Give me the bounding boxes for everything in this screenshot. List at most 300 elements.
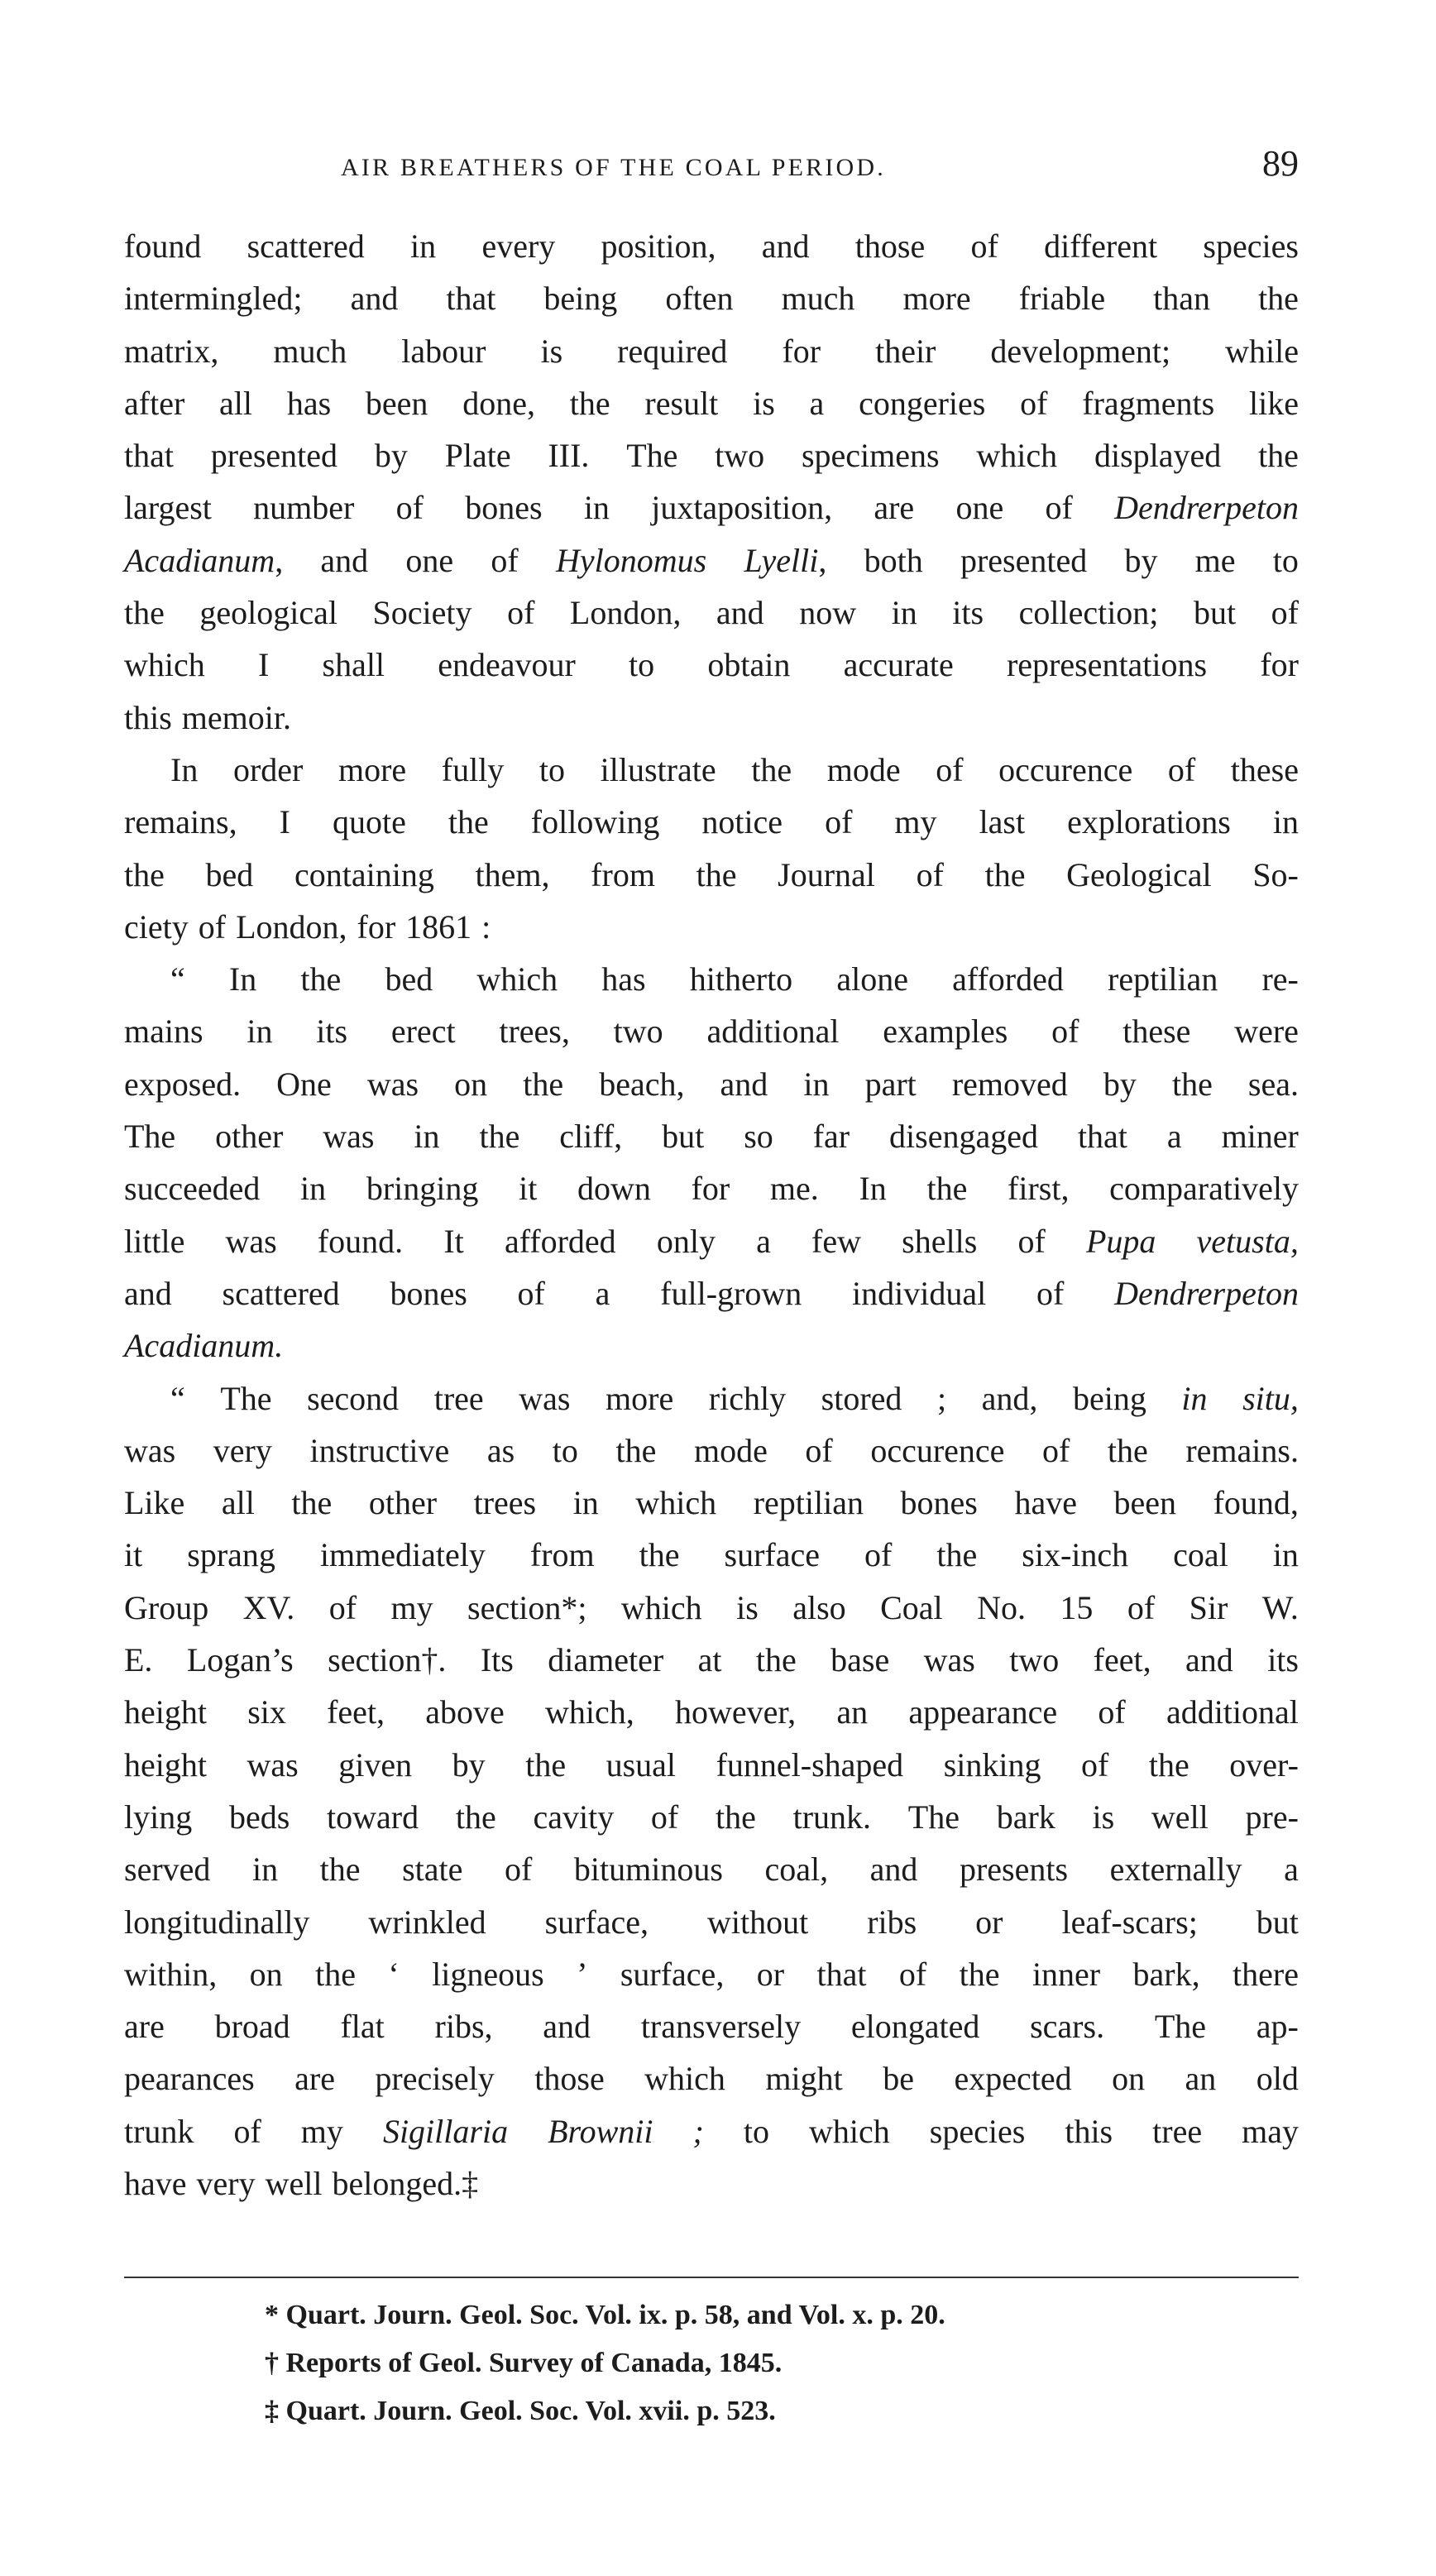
word: those: [534, 2060, 605, 2098]
word: of: [507, 594, 535, 632]
word: have: [1014, 1484, 1077, 1522]
word: these: [1230, 750, 1299, 788]
word: Logan’s: [186, 1641, 294, 1679]
word: the: [936, 1536, 978, 1574]
word: done,: [462, 384, 535, 422]
word: Dendrerpeton: [1114, 489, 1299, 527]
text-line: [124, 639, 1299, 691]
word: and: [720, 1065, 768, 1103]
word: juxtaposition,: [651, 489, 833, 527]
word: in: [803, 1065, 830, 1103]
word: presented: [210, 437, 338, 475]
word: the: [926, 1170, 968, 1208]
footnote: * Quart. Journ. Geol. Soc. Vol. ix. p. 58, and Vol. x. p. 20.: [265, 2300, 945, 2330]
word: one: [955, 489, 1004, 527]
word: flat: [340, 2008, 385, 2046]
word: a: [1284, 1851, 1299, 1889]
text-line: [124, 1791, 1299, 1843]
word: second: [307, 1379, 400, 1417]
word: was: [323, 1118, 375, 1156]
word: the: [715, 1798, 756, 1836]
word: section†.: [328, 1641, 447, 1679]
word: which: [124, 646, 205, 684]
body-text: [124, 220, 1299, 2210]
word: feet,: [327, 1693, 385, 1731]
word: after: [124, 384, 185, 422]
word: of: [198, 907, 227, 946]
word: the: [523, 1065, 564, 1103]
word: afforded: [504, 1222, 616, 1260]
word: illustrate: [600, 750, 716, 788]
word: other: [368, 1484, 438, 1522]
word: over-: [1229, 1745, 1299, 1784]
word: explorations: [1067, 803, 1231, 841]
word: found: [124, 227, 202, 265]
word: I: [257, 646, 270, 684]
word: the: [315, 1955, 356, 1993]
word: of: [916, 855, 944, 893]
word: to: [552, 1431, 578, 1469]
word: within,: [124, 1955, 218, 1993]
word: situ,: [1242, 1379, 1299, 1417]
word: of: [1081, 1745, 1109, 1784]
word: order: [232, 750, 304, 788]
word: scattered: [247, 227, 365, 265]
word: however,: [675, 1693, 797, 1731]
word: this: [124, 698, 172, 736]
word: bark,: [1132, 1955, 1200, 1993]
word: other: [215, 1118, 284, 1156]
word: that: [446, 280, 496, 318]
word: Brownii: [548, 2112, 653, 2150]
word: found.: [317, 1222, 404, 1260]
word: examples: [883, 1013, 1008, 1051]
word: was: [225, 1222, 277, 1260]
text-line: [124, 692, 1299, 744]
word: which: [976, 437, 1058, 475]
word: the: [639, 1536, 680, 1574]
word: which: [620, 1588, 702, 1626]
word: being: [543, 280, 618, 318]
word: me: [1194, 541, 1236, 579]
word: disengaged: [889, 1118, 1038, 1156]
word: shall: [322, 646, 385, 684]
word: and: [350, 280, 399, 318]
word: few: [811, 1222, 862, 1260]
word: it: [519, 1170, 538, 1208]
word: may: [1242, 2112, 1299, 2150]
word: specimens: [801, 437, 940, 475]
word: number: [253, 489, 355, 527]
word: belonged.‡: [332, 2164, 479, 2202]
word: are: [124, 2008, 165, 2046]
word: in: [251, 1851, 279, 1889]
word: ;: [692, 2112, 704, 2150]
word: the: [525, 1745, 567, 1784]
word: The: [1154, 2008, 1207, 2046]
word: Plate: [444, 437, 511, 475]
word: for: [691, 1170, 730, 1208]
word: notice: [701, 803, 783, 841]
word: The: [124, 1118, 176, 1156]
word: afforded: [952, 960, 1064, 998]
word: bones: [465, 489, 543, 527]
word: and: [716, 594, 764, 632]
word: No.: [977, 1588, 1026, 1626]
word: of: [491, 541, 519, 579]
word: reptilian: [1108, 960, 1218, 998]
word: both: [864, 541, 923, 579]
word: Society: [372, 594, 472, 632]
word: there: [1233, 1955, 1299, 1993]
word: fragments: [1082, 384, 1215, 422]
word: In: [859, 1170, 887, 1208]
word: of: [1167, 750, 1196, 788]
word: Sigillaria: [382, 2112, 509, 2150]
word: fully: [441, 750, 505, 788]
word: the: [569, 384, 610, 422]
word: sinking: [943, 1745, 1041, 1784]
word: Dendrerpeton: [1114, 1274, 1299, 1312]
word: the: [448, 803, 489, 841]
word: are: [294, 2060, 335, 2098]
word: required: [617, 332, 728, 370]
word: an: [836, 1693, 869, 1731]
running-head: AIR BREATHERS OF THE COAL PERIOD.: [341, 154, 886, 181]
word: these: [1122, 1013, 1191, 1051]
word: a: [595, 1274, 610, 1312]
word: the: [696, 855, 737, 893]
word: was: [124, 1431, 176, 1469]
word: shells: [902, 1222, 978, 1260]
word: full-grown: [660, 1274, 802, 1312]
word: being: [1072, 1379, 1146, 1417]
word: the: [291, 1484, 333, 1522]
word: Pupa: [1085, 1222, 1156, 1260]
word: one: [405, 541, 454, 579]
text-line: [124, 849, 1299, 901]
word: remains,: [124, 803, 237, 841]
word: appearance: [908, 1693, 1058, 1731]
word: well: [1151, 1798, 1209, 1836]
word: accurate: [843, 646, 954, 684]
word: So-: [1252, 855, 1299, 893]
word: inner: [1032, 1955, 1101, 1993]
text-line: [124, 2157, 1299, 2210]
word: bones: [390, 1274, 467, 1312]
word: species: [929, 2112, 1026, 2150]
word: is: [540, 332, 563, 370]
text-line: [124, 1162, 1299, 1214]
word: its: [1267, 1641, 1299, 1679]
word: was: [247, 1745, 299, 1784]
word: succeeded: [124, 1170, 261, 1208]
word: height: [124, 1693, 207, 1731]
word: displayed: [1094, 437, 1222, 475]
word: exposed.: [124, 1065, 242, 1103]
word: congeries: [859, 384, 986, 422]
word: immediately: [319, 1536, 486, 1574]
word: above: [425, 1693, 505, 1731]
word: and: [761, 227, 810, 265]
word: bark: [996, 1798, 1055, 1836]
word: down: [577, 1170, 651, 1208]
word: bringing: [366, 1170, 479, 1208]
word: It: [443, 1222, 464, 1260]
word: of: [233, 2112, 261, 2150]
word: E.: [124, 1641, 153, 1679]
word: Sir: [1189, 1588, 1228, 1626]
text-line: [124, 1739, 1299, 1791]
word: in: [247, 1013, 273, 1051]
text-line: [124, 272, 1299, 324]
word: me.: [769, 1170, 819, 1208]
word: mains: [124, 1013, 203, 1051]
word: of: [1098, 1693, 1126, 1731]
word: so: [744, 1118, 773, 1156]
word: pre-: [1245, 1798, 1299, 1836]
word: 1861: [405, 907, 472, 946]
word: like: [1248, 384, 1299, 422]
word: of: [1041, 1431, 1070, 1469]
word: in: [1181, 1379, 1208, 1417]
word: very: [196, 2164, 256, 2202]
word: found,: [1213, 1484, 1299, 1522]
word: it: [124, 1536, 143, 1574]
word: Lyelli,: [744, 541, 827, 579]
word: six: [247, 1693, 286, 1731]
word: in: [410, 227, 437, 265]
word: my: [390, 1588, 433, 1626]
page-header: [124, 142, 1299, 192]
word: is: [736, 1588, 759, 1626]
text-line: [124, 429, 1299, 481]
word: than: [1153, 280, 1211, 318]
word: precisely: [375, 2060, 495, 2098]
word: but: [1193, 594, 1237, 632]
word: toward: [327, 1798, 419, 1836]
text-line: [124, 2000, 1299, 2052]
word: in: [1272, 803, 1299, 841]
word: ciety: [124, 907, 189, 946]
text-line: [124, 1529, 1299, 1581]
word: surface,: [620, 1955, 725, 1993]
word: presented: [960, 541, 1088, 579]
word: state: [402, 1851, 463, 1889]
word: of: [1036, 1274, 1065, 1312]
word: have: [124, 2164, 187, 2202]
word: well: [265, 2164, 323, 2202]
word: surface,: [544, 1903, 649, 1941]
word: two: [1009, 1641, 1060, 1679]
word: far: [812, 1118, 850, 1156]
word: on: [1112, 2060, 1146, 2098]
word: height: [124, 1745, 207, 1784]
text-line: [124, 377, 1299, 429]
word: geological: [199, 594, 338, 632]
footnote: ‡ Quart. Journ. Geol. Soc. Vol. xvii. p. 523.: [265, 2396, 776, 2426]
word: transversely: [640, 2008, 802, 2046]
word: the: [300, 960, 342, 998]
word: individual: [852, 1274, 987, 1312]
word: result: [644, 384, 719, 422]
word: which,: [545, 1693, 634, 1731]
word: ribs: [867, 1903, 917, 1941]
word: but: [662, 1118, 705, 1156]
word: my: [894, 803, 937, 841]
word: sea.: [1247, 1065, 1299, 1103]
footnotes: [265, 2291, 1299, 2435]
word: ap-: [1256, 2008, 1299, 2046]
word: labour: [401, 332, 486, 370]
word: in: [572, 1484, 599, 1522]
text-line: [124, 220, 1299, 272]
word: of: [328, 1588, 357, 1626]
word: London,: [236, 907, 347, 946]
word: and: [543, 2008, 591, 2046]
word: mode: [826, 750, 901, 788]
word: of: [805, 1431, 833, 1469]
word: be: [883, 2060, 914, 2098]
word: of: [898, 1955, 927, 1993]
word: a: [1166, 1118, 1182, 1156]
word: The: [220, 1379, 272, 1417]
word: of: [825, 803, 853, 841]
word: re-: [1261, 960, 1299, 998]
word: additional: [1166, 1693, 1299, 1731]
word: often: [665, 280, 734, 318]
text-line: [124, 1372, 1299, 1424]
word: by: [1103, 1065, 1137, 1103]
word: much: [781, 280, 855, 318]
word: and: [869, 1851, 918, 1889]
word: endeavour: [438, 646, 576, 684]
word: presents: [959, 1851, 1069, 1889]
word: by: [452, 1745, 486, 1784]
word: funnel-shaped: [716, 1745, 904, 1784]
word: to: [538, 750, 566, 788]
word: first,: [1008, 1170, 1070, 1208]
text-line: [124, 1319, 1299, 1372]
word: while: [1225, 332, 1299, 370]
word: and: [124, 1274, 172, 1312]
word: or: [756, 1955, 785, 1993]
word: beach,: [599, 1065, 685, 1103]
text-line: [124, 1843, 1299, 1895]
word: comparatively: [1109, 1170, 1299, 1208]
word: now: [799, 594, 857, 632]
word: more: [606, 1379, 674, 1417]
word: on: [249, 1955, 283, 1993]
word: removed: [951, 1065, 1068, 1103]
word: mode: [693, 1431, 768, 1469]
word: of: [517, 1274, 545, 1312]
word: in: [1272, 1536, 1299, 1574]
word: of: [1045, 489, 1073, 527]
word: the: [479, 1118, 520, 1156]
word: erect: [390, 1013, 456, 1051]
word: section*;: [467, 1588, 587, 1626]
word: that: [124, 437, 174, 475]
word: more: [337, 750, 407, 788]
word: beds: [228, 1798, 290, 1836]
word: scattered: [222, 1274, 340, 1312]
word: feet,: [1093, 1641, 1151, 1679]
word: in: [583, 489, 610, 527]
text-line: [124, 1058, 1299, 1110]
word: Geological: [1066, 855, 1212, 893]
word: largest: [124, 489, 212, 527]
word: occurence: [998, 750, 1133, 788]
word: in: [414, 1118, 440, 1156]
word: longitudinally: [124, 1903, 310, 1941]
word: Acadianum,: [124, 541, 284, 579]
word: served: [124, 1851, 211, 1889]
word: in: [300, 1170, 327, 1208]
word: Acadianum.: [124, 1327, 284, 1365]
word: of: [864, 1536, 893, 1574]
text-line: [124, 1005, 1299, 1057]
word: last: [979, 803, 1026, 841]
word: ’: [577, 1955, 588, 1993]
word: as: [486, 1431, 515, 1469]
word: is: [1092, 1798, 1115, 1836]
word: alone: [836, 960, 908, 998]
word: matrix,: [124, 332, 219, 370]
word: intermingled;: [124, 280, 303, 318]
text-line: [124, 1686, 1299, 1738]
word: old: [1256, 2060, 1299, 2098]
footnote: † Reports of Geol. Survey of Canada, 1845.: [265, 2348, 783, 2378]
word: bituminous: [573, 1851, 723, 1889]
word: much: [273, 332, 347, 370]
word: its: [316, 1013, 348, 1051]
word: following: [530, 803, 660, 841]
word: the: [1171, 1065, 1213, 1103]
word: “: [170, 960, 185, 998]
word: representations: [1006, 646, 1208, 684]
word: at: [697, 1641, 722, 1679]
word: a: [809, 384, 825, 422]
word: In: [170, 750, 199, 788]
word: stored: [821, 1379, 902, 1417]
word: was: [366, 1065, 419, 1103]
text-line: [124, 1424, 1299, 1477]
word: by: [374, 437, 408, 475]
word: six-inch: [1022, 1536, 1129, 1574]
word: lying: [124, 1798, 193, 1836]
word: very: [213, 1431, 272, 1469]
word: is: [753, 384, 775, 422]
word: externally: [1109, 1851, 1242, 1889]
word: been: [1113, 1484, 1177, 1522]
text-line: [124, 481, 1299, 534]
word: that: [816, 1955, 867, 1993]
word: elongated: [850, 2008, 980, 2046]
word: also: [792, 1588, 846, 1626]
word: expected: [954, 2060, 1072, 2098]
word: wrinkled: [368, 1903, 486, 1941]
word: the: [455, 1798, 496, 1836]
word: memoir.: [181, 698, 292, 736]
word: the: [1258, 280, 1299, 318]
text-line: [124, 744, 1299, 796]
word: my: [300, 2112, 343, 2150]
word: Journal: [778, 855, 875, 893]
word: given: [338, 1745, 413, 1784]
word: bed: [385, 960, 433, 998]
page-number: 89: [1262, 143, 1299, 184]
